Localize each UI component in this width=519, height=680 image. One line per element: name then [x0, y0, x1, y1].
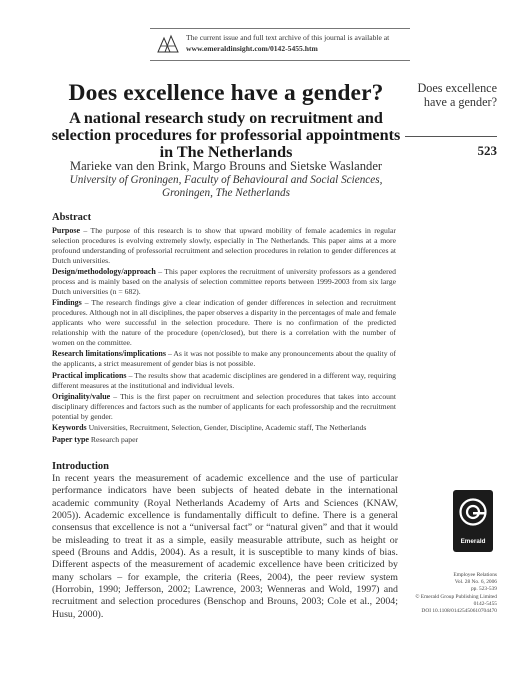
author-affiliation: [46, 174, 406, 200]
abstract-text: – As it was not possible to make any pronouncements about the quality of the applicants, a strict measurement of gender bias is not possible.: [52, 349, 396, 369]
abstract-findings: [52, 298, 396, 348]
running-title-line-1: Does excellence: [417, 81, 497, 95]
abstract-originality: [52, 392, 396, 422]
journal-name: Employee Relations: [453, 572, 497, 578]
header-notice-text: The current issue and full text archive of this journal is available at: [186, 33, 390, 42]
journal-volume: Vol. 28 No. 6, 2006: [454, 579, 497, 586]
emerald-logo-text: Emerald: [460, 538, 486, 545]
abstract-keywords: [52, 423, 396, 433]
abstract-text: Universities, Recruitment, Selection, Gender, Discipline, Academic staff, The Netherlands: [86, 423, 367, 433]
journal-info: [395, 572, 497, 615]
header-rule-bottom: [150, 60, 410, 61]
abstract-text: Research paper: [88, 434, 139, 444]
journal-archive-link[interactable]: www.emeraldinsight.com/0142-5455.htm: [186, 43, 318, 53]
abstract-label: Purpose: [52, 226, 80, 235]
abstract-label: Paper type: [52, 434, 89, 444]
affiliation-line-2: Groningen, The Netherlands: [162, 187, 290, 199]
abstract-label: Practical implications: [52, 370, 127, 380]
abstract-limitations: [52, 349, 396, 369]
page-number: 523: [477, 143, 497, 158]
abstract-text: – The research findings give a clear indication of gender differences in selection and recruitment procedures. Although not in all disciplines, the paper observes a disparity in the percentages of male and female applicants who were successful in the selection procedure. There is no confirmation of the predicted relationship with the nature of the procedure (open/closed), but there is a correlation with the number of women on the committee.: [52, 298, 396, 347]
abstract-body: [52, 226, 396, 446]
abstract-label: Findings: [52, 298, 82, 308]
abstract-design: [52, 267, 396, 297]
emerald-archive-icon: [156, 34, 180, 54]
introduction-paragraph: In recent years the measurement of academic excellence and the use of particular performance indicators have been subjects of heated debate in the international academic community (Royal Netherlands Academy of Arts and Sciences (KNAW, 2005)). Academic excellence is fundamentally difficult to define. There is a general consensus that excellence is not a “universal fact” or “natural given” and that it would be misleading to treat it as a simple, easily measurable attribute, such as height or speed (Brouns and Addis, 2004). As a result, it is susceptible to many kinds of bias. Different aspects of the measurement of academic excellence have been criticized by many scholars – for example, the criteria (Rees, 2004), the peer review system (Horrobin, 1990; Jefferson, 2002; Lawrence, 2003; Wenneras and Wold, 1997) and recruitment and selection procedures (Benschop and Brouns, 2003; Cole et al., 2004; Husu, 2000).: [52, 473, 398, 620]
abstract-heading: Abstract: [52, 212, 92, 223]
journal-pages: pp. 523-539: [470, 586, 497, 593]
introduction-heading: Introduction: [52, 461, 109, 472]
journal-copyright: © Emerald Group Publishing Limited: [415, 593, 497, 600]
article-title: Does excellence have a gender?: [68, 80, 384, 106]
article-authors: Marieke van den Brink, Margo Brouns and Sietske Waslander: [69, 159, 383, 173]
abstract-text: – The results show that academic disciplines are gendered in a different way, requiring different measures at the institutional and individual levels.: [52, 370, 396, 390]
abstract-label: Research limitations/implications: [52, 349, 166, 359]
abstract-text: – The purpose of this research is to show that upward mobility of female academics in regular selection procedures is evolving extremely slowly, especially in The Netherlands. This paper aims at a more profound understanding of professorial recruitment and selection procedures in relation to gender differences at Dutch universities.: [52, 226, 396, 265]
journal-issn: 0142-5455: [473, 600, 497, 607]
running-title: [405, 82, 497, 109]
abstract-label: Originality/value: [52, 392, 111, 401]
article-subtitle: A national research study on recruitment and selection procedures for professorial appointments in The Netherlands: [51, 109, 401, 161]
abstract-practical: [52, 371, 396, 391]
header-notice: [186, 33, 416, 54]
abstract-text: – This is the first paper on recruitment and selection procedures that takes into account disciplinary differences and factors such as the number of applicants for each professorship and the recruitment potential by gender.: [52, 392, 396, 421]
abstract-paper-type: [52, 435, 396, 445]
abstract-label: Keywords: [52, 423, 87, 433]
header-rule-top: [150, 28, 410, 29]
abstract-label: Design/methodology/approach: [52, 267, 156, 277]
running-title-line-2: have a gender?: [423, 94, 497, 109]
affiliation-line-1: University of Groningen, Faculty of Behavioural and Social Sciences,: [69, 174, 383, 186]
margin-rule: [405, 136, 497, 137]
introduction-body: [52, 473, 398, 621]
abstract-text: – This paper explores the recruitment of university professors as a gendered process and is mainly based on the analysis of selection committee reports between 1999-2003 from six large Dutch universities (n = 682).: [52, 267, 396, 296]
journal-doi: DOI 10.1108/01425450610704470: [421, 608, 497, 615]
abstract-purpose: [52, 226, 396, 266]
